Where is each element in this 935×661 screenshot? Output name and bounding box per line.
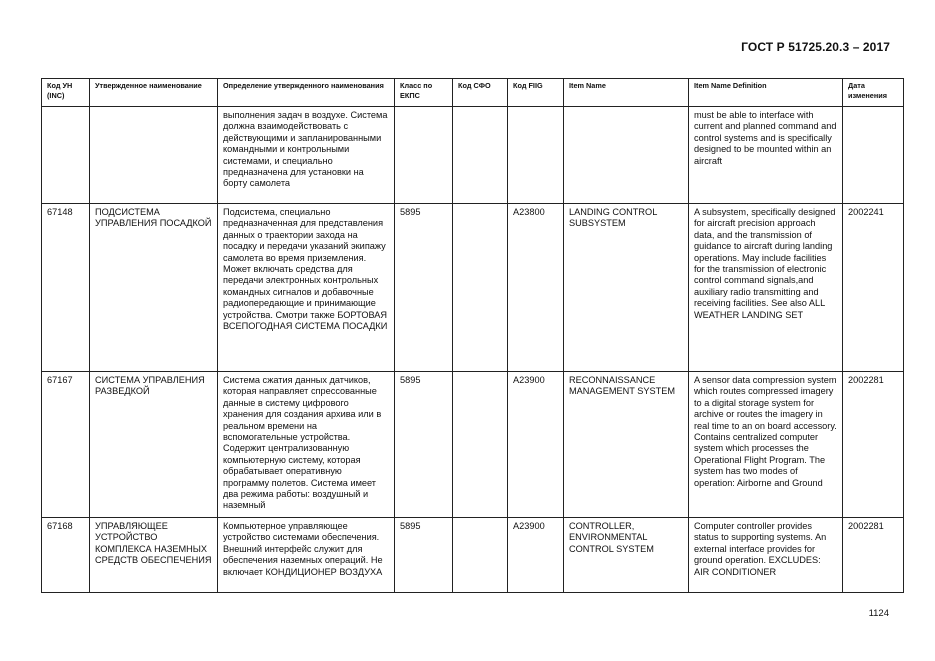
cell-date: 2002281	[843, 372, 904, 518]
header-change-date: Дата изменения	[843, 79, 904, 107]
cell-approved-name: ПОДСИСТЕМА УПРАВЛЕНИЯ ПОСАДКОЙ	[90, 204, 218, 372]
cell-approved-name: СИСТЕМА УПРАВЛЕНИЯ РАЗВЕДКОЙ	[90, 372, 218, 518]
header-class: Класс по ЕКПС	[395, 79, 453, 107]
table-header-row	[42, 79, 904, 107]
cell-definition-en: must be able to interface with current and planned command and control systems and is specifically designed to be mounted within an aircraft	[689, 107, 843, 204]
header-inc: Код УН (INC)	[42, 79, 90, 107]
cell-class: 5895	[395, 204, 453, 372]
cell-inc: 67148	[42, 204, 90, 372]
header-sfo-code: Код СФО	[453, 79, 508, 107]
header-item-name-definition: Item Name Definition	[689, 79, 843, 107]
page-number: 1124	[868, 608, 889, 619]
cell-fiig: A23900	[508, 518, 564, 593]
cell-definition-en: A subsystem, specifically designed for aircraft precision approach data, and the transmission of guidance to aircraft during landing operations. May include facilities for the transmission of electronic control command signals,and auxiliary radio transmitting and receiving facilities. See also ALL WEATHER LANDING SET	[689, 204, 843, 372]
cell-definition-ru: Компьютерное управляющее устройство системами обеспечения. Внешний интерфейс служит для обеспечения наземных операций. Не включает КОНДИЦИОНЕР ВОЗДУХА	[218, 518, 395, 593]
cell-inc	[42, 107, 90, 204]
table-row	[42, 518, 904, 593]
cell-date	[843, 107, 904, 204]
cell-class: 5895	[395, 518, 453, 593]
cell-fiig: A23800	[508, 204, 564, 372]
cell-fiig: A23900	[508, 372, 564, 518]
cell-item-name	[564, 107, 689, 204]
cell-class: 5895	[395, 372, 453, 518]
header-name-definition-ru: Определение утвержденного наименования	[218, 79, 395, 107]
cell-date: 2002241	[843, 204, 904, 372]
cell-item-name: CONTROLLER, ENVIRONMENTAL CONTROL SYSTEM	[564, 518, 689, 593]
cell-definition-ru: выполнения задач в воздухе. Система должна взаимодействовать с действующими и запланированными командными и контрольными системами, и специально предназначена для установки на борту самолета	[218, 107, 395, 204]
cell-definition-en: Computer controller provides status to supporting systems. An external interface provides for ground operation. EXCLUDES: AIR CONDITIONER	[689, 518, 843, 593]
cell-sfo	[453, 204, 508, 372]
cell-inc: 67167	[42, 372, 90, 518]
document-standard-number: ГОСТ Р 51725.20.3 – 2017	[741, 40, 890, 54]
cell-definition-ru: Подсистема, специально предназначенная для представления данных о траектории захода на посадку и передачи указаний экипажу самолета во время приземления. Может включать средства для передачи электронных контрольных командных сигналов и добавочные радиопередающие и принимающие устройства. Смотри также БОРТОВАЯ ВСЕПОГОДНАЯ СИСТЕМА ПОСАДКИ	[218, 204, 395, 372]
header-approved-name: Утвержденное наименование	[90, 79, 218, 107]
cell-class	[395, 107, 453, 204]
cell-sfo	[453, 518, 508, 593]
header-fiig-code: Код FIIG	[508, 79, 564, 107]
cell-definition-ru: Система сжатия данных датчиков, которая направляет спрессованные данные в систему цифрового хранения для создания архива или в реальном времени на вспомогательные устройства. Содержит централизованную компьютерную систему, которая обрабатывает оперативную программу полетов. Система имеет два режима работы: воздушный и наземный	[218, 372, 395, 518]
table-row	[42, 107, 904, 204]
cell-sfo	[453, 372, 508, 518]
cell-fiig	[508, 107, 564, 204]
cell-definition-en: A sensor data compression system which routes compressed imagery to a digital storage system for archive or routes the imagery in real time to an on board accessory. Contains centralized computer system which processes the Operational Flight Program. The system has two modes of operation: Airborne and Ground	[689, 372, 843, 518]
cell-item-name: RECONNAISSANCE MANAGEMENT SYSTEM	[564, 372, 689, 518]
cell-sfo	[453, 107, 508, 204]
cell-date: 2002281	[843, 518, 904, 593]
cell-approved-name: УПРАВЛЯЮЩЕЕ УСТРОЙСТВО КОМПЛЕКСА НАЗЕМНЫХ СРЕДСТВ ОБЕСПЕЧЕНИЯ	[90, 518, 218, 593]
cell-inc: 67168	[42, 518, 90, 593]
cell-approved-name	[90, 107, 218, 204]
table-row	[42, 204, 904, 372]
table-row	[42, 372, 904, 518]
item-name-table	[41, 78, 904, 593]
header-item-name: Item Name	[564, 79, 689, 107]
cell-item-name: LANDING CONTROL SUBSYSTEM	[564, 204, 689, 372]
